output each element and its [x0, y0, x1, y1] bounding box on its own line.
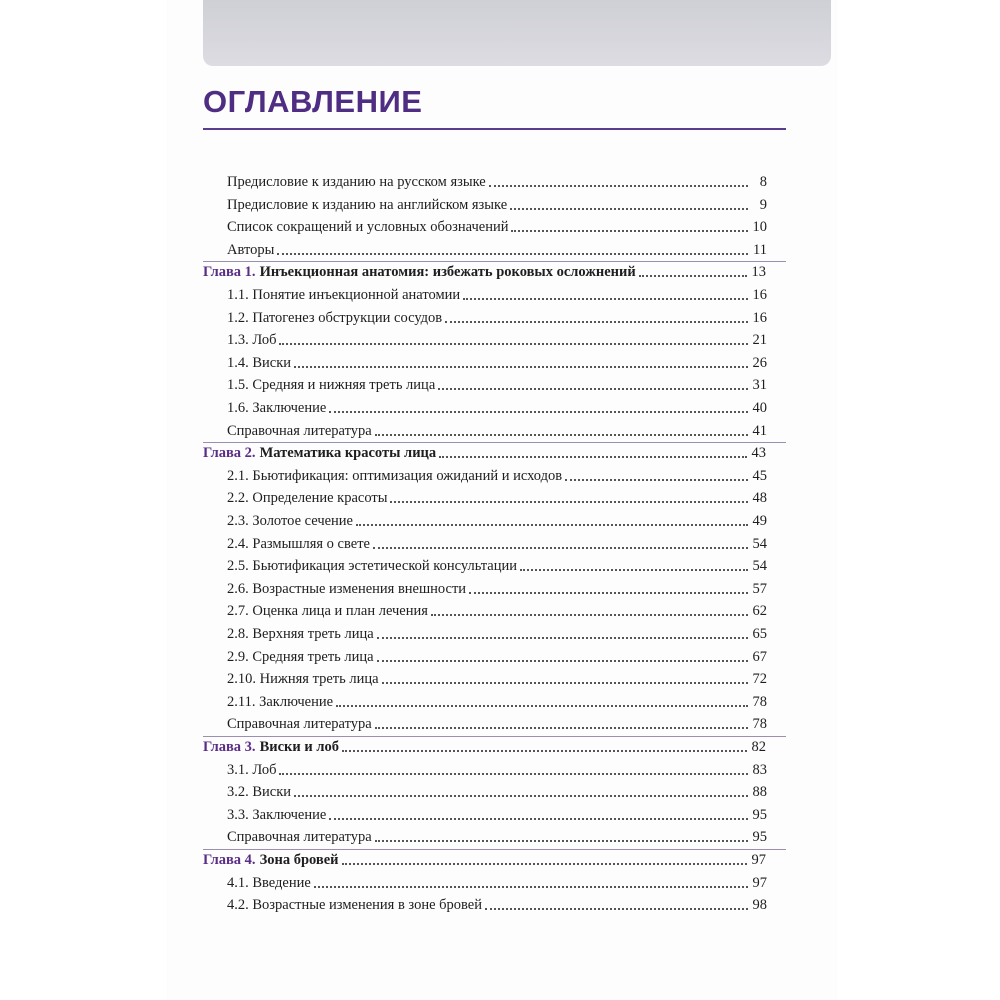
chapter-number: Глава 3.	[203, 739, 256, 755]
leader-dots	[373, 547, 748, 549]
page-number: 82	[751, 739, 766, 755]
toc-entry-row[interactable]	[227, 665, 767, 687]
toc-entry-row[interactable]	[227, 484, 767, 506]
page-number: 41	[752, 422, 767, 439]
leader-dots	[356, 524, 748, 526]
entry-label: Справочная литература	[227, 716, 372, 733]
entry-label: 2.7. Оценка лица и план лечения	[227, 603, 428, 620]
leader-dots	[375, 840, 748, 842]
page-title: ОГЛАВЛЕНИЕ	[203, 84, 423, 119]
page-number: 65	[752, 626, 767, 642]
entry-label: 2.3. Золотое сечение	[227, 513, 353, 529]
page-number: 8	[759, 174, 767, 190]
leader-dots	[639, 275, 747, 277]
page-number: 11	[753, 241, 767, 258]
toc-entry-row[interactable]	[227, 281, 767, 303]
leader-dots	[375, 727, 748, 729]
leader-dots	[382, 682, 748, 684]
chapter-title: Инъекционная анатомия: избежать роковых осложнений	[259, 264, 636, 281]
leader-dots	[377, 637, 748, 639]
entry-label: Справочная литература	[227, 829, 372, 846]
toc-entry-row[interactable]	[227, 191, 767, 213]
leader-dots	[375, 434, 748, 436]
chapter-heading	[203, 264, 636, 280]
entry-label: 2.8. Верхняя треть лица	[227, 626, 374, 642]
entry-label: Авторы	[227, 241, 275, 258]
page-number: 67	[752, 648, 767, 665]
page-number: 88	[752, 784, 767, 801]
toc-entry-row[interactable]	[227, 597, 767, 619]
leader-dots	[565, 479, 748, 481]
page-number: 16	[752, 309, 767, 326]
entry-label: 2.6. Возрастные изменения внешности	[227, 580, 467, 597]
leader-dots	[431, 614, 748, 616]
toc-entry-row[interactable]	[227, 801, 767, 823]
toc-entry-row[interactable]	[227, 620, 767, 642]
leader-dots	[314, 886, 748, 888]
entry-label: 3.3. Заключение	[227, 806, 327, 823]
toc-entry-row[interactable]	[227, 552, 767, 574]
chapter-number: Глава 4.	[203, 852, 256, 868]
toc-entry-row[interactable]	[227, 869, 767, 891]
toc-entry-row[interactable]	[227, 462, 767, 484]
page-number: 45	[752, 467, 767, 484]
leader-dots	[329, 818, 748, 820]
entry-label: Список сокращений и условных обозначений	[227, 219, 509, 236]
leader-dots	[377, 660, 748, 662]
entry-label: Предисловие к изданию на английском языке	[227, 196, 508, 213]
page-number: 57	[752, 580, 767, 597]
entry-label: 2.10. Нижняя треть лица	[227, 671, 379, 688]
leader-dots	[329, 411, 748, 413]
entry-label: 4.1. Введение	[227, 874, 311, 891]
page-number: 21	[752, 332, 767, 349]
entry-label: Предисловие к изданию на русском языке	[227, 174, 486, 190]
toc-entry-row[interactable]	[227, 891, 767, 913]
toc-entry-row[interactable]	[227, 168, 767, 190]
toc-chapter-row[interactable]	[203, 846, 766, 868]
leader-dots	[510, 208, 748, 210]
toc-entry-row[interactable]	[227, 688, 767, 710]
leader-dots	[511, 230, 748, 232]
leader-dots	[279, 773, 748, 775]
page-number: 72	[752, 671, 767, 688]
page-number: 13	[751, 264, 766, 281]
leader-dots	[439, 456, 747, 458]
leader-dots	[390, 501, 748, 503]
leader-dots	[469, 592, 748, 594]
entry-label: 3.2. Виски	[227, 784, 292, 801]
leader-dots	[294, 795, 748, 797]
toc-entry-row[interactable]	[227, 823, 767, 845]
leader-dots	[342, 863, 747, 865]
leader-dots	[489, 185, 748, 187]
leader-dots	[485, 908, 748, 910]
entry-label: 2.9. Средняя треть лица	[227, 648, 374, 665]
page-number: 54	[752, 535, 767, 552]
entry-label: 2.11. Заключение	[227, 693, 334, 710]
leader-dots	[463, 298, 748, 300]
entry-label: Справочная литература	[227, 422, 372, 439]
toc-entry-row[interactable]	[227, 778, 767, 800]
entry-label: 1.5. Средняя и нижняя треть лица	[227, 377, 436, 394]
page-number: 49	[752, 513, 767, 529]
page-number: 43	[751, 445, 766, 462]
toc-chapter-row[interactable]	[203, 439, 766, 461]
entry-label: 3.1. Лоб	[227, 761, 277, 778]
page-number: 97	[752, 874, 767, 891]
entry-label: 4.2. Возрастные изменения в зоне бровей	[227, 897, 482, 914]
chapter-number: Глава 1.	[203, 264, 256, 281]
page-number: 40	[752, 400, 767, 416]
page-number: 78	[752, 693, 767, 710]
entry-label: 2.4. Размышляя о свете	[227, 535, 370, 552]
toc-entry-row[interactable]	[227, 710, 767, 732]
chapter-title: Виски и лоб	[259, 739, 339, 755]
page-number: 98	[752, 897, 767, 914]
chapter-title: Математика красоты лица	[259, 445, 437, 462]
entry-label: 1.1. Понятие инъекционной анатомии	[227, 287, 461, 303]
toc-entry-row[interactable]	[227, 326, 767, 348]
toc-chapter-row[interactable]	[203, 258, 766, 280]
toc-entry-row[interactable]	[227, 213, 767, 235]
page-number: 95	[752, 806, 767, 823]
leader-dots	[445, 321, 748, 323]
entry-label: 1.2. Патогенез обструкции сосудов	[227, 309, 443, 326]
leader-dots	[520, 569, 748, 571]
page-number: 48	[752, 490, 767, 507]
toc-entry-row[interactable]	[227, 643, 767, 665]
page-number: 16	[752, 287, 767, 303]
entry-label: 2.1. Бьютификация: оптимизация ожиданий и исходов	[227, 467, 563, 484]
entry-label: 1.3. Лоб	[227, 332, 277, 349]
toc-entry-row[interactable]	[227, 394, 767, 416]
toc-entry-row[interactable]	[227, 236, 767, 258]
entry-label: 1.4. Виски	[227, 354, 292, 371]
leader-dots	[438, 388, 748, 390]
chapter-heading	[203, 852, 339, 868]
toc-entry-row[interactable]	[227, 417, 767, 439]
chapter-number: Глава 2.	[203, 445, 256, 462]
entry-label: 2.2. Определение красоты	[227, 490, 388, 507]
toc-entry-row[interactable]	[227, 756, 767, 778]
leader-dots	[279, 343, 748, 345]
page-number: 95	[752, 829, 767, 846]
page-number: 31	[752, 377, 767, 394]
toc-entry-row[interactable]	[227, 349, 767, 371]
chapter-title: Зона бровей	[259, 852, 339, 868]
page-number: 62	[752, 603, 767, 620]
chapter-heading	[203, 739, 339, 755]
chapter-heading	[203, 445, 436, 461]
toc-entry-row[interactable]	[227, 507, 767, 529]
leader-dots	[294, 366, 748, 368]
page-number: 9	[759, 196, 767, 213]
toc-entry-row[interactable]	[227, 530, 767, 552]
leader-dots	[277, 253, 748, 255]
page-number: 78	[752, 716, 767, 733]
page-number: 26	[752, 354, 767, 371]
page-number: 54	[752, 558, 767, 575]
toc-entry-row[interactable]	[227, 304, 767, 326]
entry-label: 2.5. Бьютификация эстетической консультации	[227, 558, 517, 575]
page-number: 83	[752, 761, 767, 778]
toc-chapter-row[interactable]	[203, 733, 766, 755]
page-number: 97	[751, 852, 766, 868]
page-number: 10	[752, 219, 767, 236]
entry-label: 1.6. Заключение	[227, 400, 327, 416]
toc-entry-row[interactable]	[227, 371, 767, 393]
leader-dots	[336, 705, 748, 707]
leader-dots	[342, 750, 747, 752]
toc-entry-row[interactable]	[227, 575, 767, 597]
